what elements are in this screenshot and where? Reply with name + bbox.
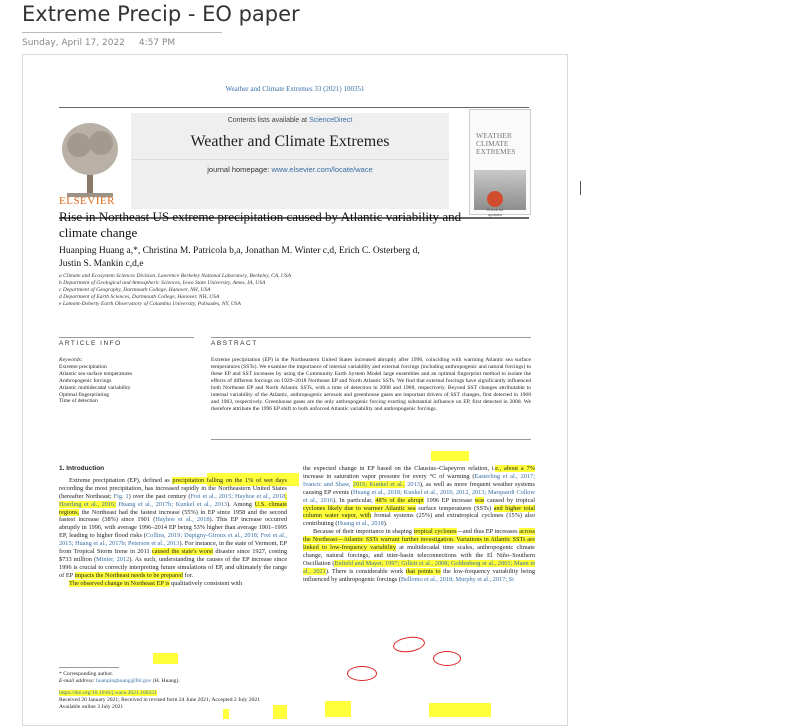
cover-title: WEATHER CLIMATE EXTREMES <box>476 131 516 156</box>
article-info-rule <box>59 337 194 338</box>
highlighted-text: tropical cyclones <box>413 528 457 536</box>
highlighted-text: U.S. climate regions, <box>59 500 287 516</box>
keyword: Anthropogenic forcings <box>59 377 112 384</box>
highlight-mark <box>153 653 178 664</box>
note-date: Sunday, April 17, 2022 <box>22 38 125 48</box>
affiliation: d Department of Earth Sciences, Dartmouth College, Hanover, NH, USA <box>59 294 220 300</box>
citation-link[interactable]: Minter, 2012 <box>96 555 130 563</box>
body-text: ). As such, understanding the causes of the EP increase since 1996 is crucial to correctly interpreting future simulations of EP, and ultimately the range of EP <box>59 555 287 579</box>
citation-link[interactable]: Huang et al., 2017b; Kunkel et al., 2013 <box>118 500 228 508</box>
body-text: ). For instance, in the state of Vermont, EP from Tropical Storm Irene in 2011 <box>59 540 287 556</box>
email-link[interactable]: huanpinghuang@lbl.gov <box>96 678 152 684</box>
intro-paragraph-2 <box>59 580 287 588</box>
intro-heading: 1. Introduction <box>59 465 105 472</box>
highlighted-text: The observed change in Northeast EP is <box>69 579 170 587</box>
note-timestamp <box>22 38 175 48</box>
abstract-bottom-rule <box>211 439 531 440</box>
pdf-page[interactable] <box>22 54 568 726</box>
pen-circle-annotation <box>433 651 461 666</box>
title-underline <box>22 32 222 33</box>
right-paragraph-1 <box>303 465 535 528</box>
highlighted-text: that points to <box>405 567 441 575</box>
highlighted-text: caused the state's worst <box>152 548 214 556</box>
available-line: Available online 3 July 2021 <box>59 704 124 710</box>
intro-paragraph-1 <box>59 477 287 580</box>
citation-link[interactable]: Frei et al., 2015; Hayhoe et al., 2018 <box>190 492 286 500</box>
highlighted-text: 48% of the abrupt <box>375 496 424 504</box>
keyword: Atlantic sea surface temperatures <box>59 370 133 377</box>
highlighted-citation-link[interactable]: Enfield and Mayer, 1997; Gillett et al., 2008; Goldenberg et al., 2001; Mann et al., 2021 <box>303 559 535 575</box>
highlighted-text: e., about a 7% <box>495 465 535 472</box>
body-text: frontal systems (25%) and extratropical cyclones (15%) also contributing ( <box>303 512 536 528</box>
highlight-mark <box>431 451 469 461</box>
body-text: qualitatively consistent with <box>169 579 243 587</box>
keywords <box>59 357 194 405</box>
right-paragraph-2 <box>303 528 535 583</box>
corresponding-author: * Corresponding author. <box>59 671 114 677</box>
authors-line-2: Justin S. Mankin c,d,e <box>59 259 144 269</box>
body-text: the expected change in EP based on the Clausius–Clapeyron relation, i. <box>303 465 496 472</box>
note-title[interactable]: Extreme Precip - EO paper <box>22 2 300 26</box>
affiliation: a Climate and Ecosystem Sciences Division, Lawrence Berkeley National Laboratory, Berkeley, CA, USA <box>59 273 291 279</box>
body-text: the Northeast had the fastest increase (55%) in EP since 1958 and the second fastest increase (38%) since 1901 ( <box>59 508 287 524</box>
email-line: E-mail address: huanpinghuang@lbl.gov (H. Huang). <box>59 678 180 684</box>
text-cursor <box>580 181 581 195</box>
highlighted-text: impacts the Northeast needs to be prepared <box>74 571 183 579</box>
body-text: Because of their importance in shaping <box>313 528 414 536</box>
body-text: 1996 EP increase <box>423 496 475 504</box>
highlighted-text: precipitation falling on the 1% <box>172 476 254 484</box>
keyword: Extreme precipitation <box>59 363 107 370</box>
citation-link[interactable]: Bellomo et al., 2018; Murphy et al., 2017; Si <box>400 575 514 583</box>
affiliation: b Department of Geological and Atmospheric Sciences, Iowa State University, Ames, IA, USA <box>59 280 266 286</box>
body-text: ) over the past century ( <box>128 492 191 500</box>
affiliation: c Department of Geography, Dartmouth College, Hanover, NH, USA <box>59 287 211 293</box>
body-text: of wet days recording the most precipitation, has increased rapidly in the Northeastern United States (hereafter Northeast; <box>59 476 287 500</box>
journal-name: Weather and Climate Extremes <box>190 133 390 150</box>
sciencedirect-link[interactable]: ScienceDirect <box>309 117 353 124</box>
authors-line-1: Huanping Huang a,*, Christina M. Patricola b,a, Jonathan M. Winter c,d, Erich C. Osterberg d, <box>59 246 420 256</box>
keywords-label: Keywords: <box>59 357 83 363</box>
homepage-link[interactable]: www.elsevier.com/locate/wace <box>271 165 373 174</box>
intro-right-column <box>303 465 535 584</box>
body-text: —and thus EP increases <box>456 528 520 536</box>
received-line: Received 20 January 2021; Received in revised form 24 June 2021; Accepted 2 July 2021 <box>59 697 261 703</box>
check-for-updates-badge[interactable] <box>485 191 505 221</box>
citation-link[interactable]: Easterling et al., 2017; Ivancic and Shaw, <box>303 472 535 488</box>
contents-line: Contents lists available at ScienceDirect <box>227 117 353 124</box>
affiliation: e Lamont-Doherty Earth Observatory of Columbia University, Palisades, NY, USA <box>59 301 241 307</box>
citation-link[interactable]: Huang et al., 2018; Kunkel et al., 2010, 2012, 2013; Marquardt Collow et al., 2016 <box>303 488 535 504</box>
body-text: ). In particular, <box>333 496 376 504</box>
affiliations <box>59 273 519 308</box>
body-text: ), as well as more frequent weather systems causing EP events ( <box>303 480 535 496</box>
citation-link[interactable]: 2013 <box>407 480 420 488</box>
footnotes <box>59 667 309 711</box>
body-text: ). This EP increase occurred abruptly in 1996, with average 1996–2014 EP being 53% higher than average 1901–1995 EP, leading to higher flood risks ( <box>59 516 288 540</box>
citation-link[interactable]: Hayhoe et al., 2018 <box>155 516 210 524</box>
keyword: Optimal fingerprinting <box>59 391 109 398</box>
footnote-rule <box>59 667 119 668</box>
body-text: surface temperatures (SSTs) <box>415 504 494 512</box>
body-text: the low-frequency variability being influenced by anthropogenic forcings ( <box>303 567 535 583</box>
citation-link[interactable]: Collins, 2019; Dupigny-Giroux et al., 2018; Frei et al., 2015; Huang et al., 2017b; Peterson et al., 2013 <box>59 532 287 548</box>
paper-title: Rise in Northeast US extreme precipitation caused by Atlantic variability and climate change <box>59 209 462 240</box>
header-rule-top <box>59 107 529 108</box>
article-info-heading: ARTICLE INFO <box>59 340 122 347</box>
doi-line <box>59 690 309 697</box>
body-text: increase in saturation vapor pressure for every °C of warming ( <box>303 472 475 480</box>
highlighted-text: was <box>474 496 485 504</box>
journal-reference[interactable]: Weather and Climate Extremes 33 (2021) 100351 <box>225 85 365 93</box>
body-text: for. <box>182 571 194 579</box>
citation-link[interactable]: Fig. 1 <box>113 492 129 500</box>
intro-left-column <box>59 465 287 588</box>
journal-band <box>131 113 449 209</box>
abstract-heading: ABSTRACT <box>211 340 258 347</box>
keyword: Atlantic multidecadal variability <box>59 384 131 391</box>
highlighted-text: across the Northeast—Atlantic SSTs warrant further investigation. Variations in Atlantic SSTs are linked to low-frequency variability <box>303 528 536 552</box>
note-time: 4:57 PM <box>138 38 176 48</box>
body-text: at multidecadal time scales, anthropogenic climate change, natural forcings, and inter-basin teleconnections with the El Niño–Southern Oscillation ( <box>303 544 535 567</box>
body-text: caused by tropical <box>484 496 535 504</box>
check-updates-label: Check for updates <box>486 207 504 217</box>
author-list <box>59 245 519 271</box>
body-text: disaster since 1927, costing $733 million ( <box>59 548 288 563</box>
body-text: ). <box>383 520 388 528</box>
abstract-rule <box>211 337 531 338</box>
highlighted-citation-link[interactable]: 2016; Kunkel et al., <box>352 480 405 488</box>
highlighted-text: cyclones likely due to warmer Atlantic sea <box>303 504 416 512</box>
abstract-text: Extreme precipitation (EP) in the Northeastern United States increased abruptly after 1996, coinciding with warming Atlantic sea surface temperatures (SSTs). We examine the importance of internal variability and external forcings (including anthropogenic and natural forcings) to these EP and SST increases by using the Community Earth System Model large ensembles and an optimal fingerprint method to isolate the effects of different forcings on 1929–2018 Northeast EP and North Atlantic SSTs. We find that external forcings have significantly influenced both Northeast EP and North Atlantic SSTs, with a time of detection in 2008 and 1968, respectively. Beyond SST changes attributable to internal variability of the Atlantic, anthropogenic aerosols and greenhouse gases are important drivers of SST changes, first detected in 1968 and 1983, respectively. Greenhouse gases are the only anthropogenic forcing exerting substantial influence on EP, first detected in 2008. We therefore attribute the 1996 EP shift to both unforced Atlantic variability and anthropogenic forcings. <box>211 357 531 412</box>
pen-circle-annotation <box>392 635 426 654</box>
keyword: Time of detection <box>59 398 98 405</box>
publisher-name: ELSEVIER <box>59 195 115 207</box>
pen-circle-annotation <box>347 666 377 681</box>
body-text: ). There is considerable work <box>325 567 406 575</box>
highlighted-citation-link[interactable]: ; Hoerling et al., 2016; <box>59 492 287 508</box>
doi-link[interactable]: https://doi.org/10.1016/j.wace.2021.100351 <box>59 690 157 696</box>
highlighted-text: and higher total column water vapor, with <box>303 504 535 520</box>
band-separator <box>131 159 449 160</box>
journal-header <box>59 107 529 217</box>
body-text: Extreme precipitation (EP), defined as <box>69 476 173 484</box>
check-updates-icon <box>487 191 503 207</box>
body-text: ). Among <box>227 500 255 508</box>
journal-homepage: journal homepage: www.elsevier.com/locate/wace <box>207 165 373 174</box>
citation-link[interactable]: Huang et al., 2018 <box>337 520 384 528</box>
